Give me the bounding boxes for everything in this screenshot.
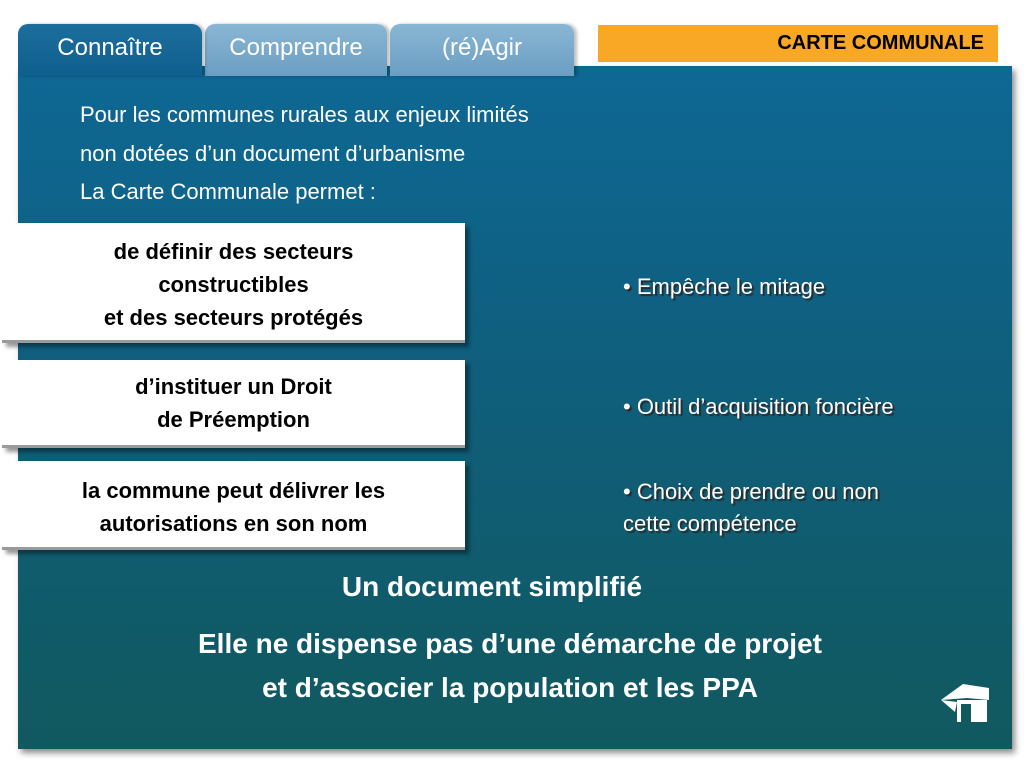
feature-text: constructibles	[158, 272, 309, 297]
feature-text: et des secteurs protégés	[103, 305, 364, 330]
feature-box-preemption	[2, 360, 465, 448]
intro-line: non dotées d’un document d’urbanisme	[80, 141, 466, 166]
feature-text: de définir des secteurs	[113, 239, 354, 264]
feature-text: de Préemption	[157, 407, 310, 432]
tab-connaitre[interactable]	[18, 24, 202, 76]
feature-text: la commune peut délivrer les	[81, 478, 386, 503]
page-title-box	[598, 25, 998, 62]
feature-text: autorisations en son nom	[99, 511, 368, 536]
tab-label: Comprendre	[229, 34, 363, 61]
summary-line: Elle ne dispense pas d’une démarche de projet	[198, 628, 822, 659]
benefit-bullet: • Empêche le mitage	[623, 274, 826, 299]
feature-text: d’instituer un Droit	[135, 374, 332, 399]
tab-label: Connaître	[57, 34, 163, 61]
tab-reagir[interactable]	[390, 24, 574, 76]
benefit-bullet	[623, 476, 1003, 540]
summary-line: et d’associer la population et les PPA	[262, 672, 758, 703]
feature-box-autorisations	[2, 461, 465, 550]
benefit-text: • Choix de prendre ou non	[623, 479, 879, 504]
benefit-bullet: • Outil d’acquisition foncière	[623, 394, 894, 419]
intro-line: Pour les communes rurales aux enjeux limités	[80, 102, 529, 127]
tab-comprendre[interactable]	[205, 24, 387, 76]
summary-heading: Un document simplifié	[341, 571, 643, 602]
tab-label: (ré)Agir	[441, 34, 522, 61]
home-icon[interactable]	[937, 678, 993, 726]
benefit-text: cette compétence	[623, 511, 797, 536]
feature-box-sectors	[2, 223, 465, 343]
page-title: CARTE COMMUNALE	[777, 32, 984, 54]
intro-line: La Carte Communale permet :	[80, 179, 376, 204]
summary-text	[0, 622, 1020, 710]
